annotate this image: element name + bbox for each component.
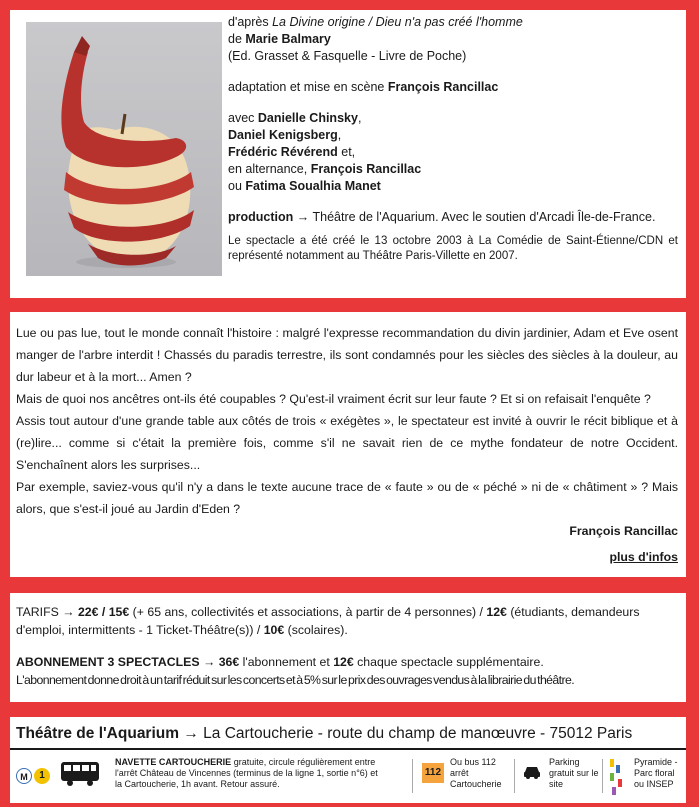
arrow-right-icon: →	[296, 210, 310, 224]
address-text: La Cartoucherie - route du champ de manœuvre - 75012 Paris	[198, 725, 633, 742]
actor-3: Frédéric Révérend	[228, 145, 338, 159]
synopsis-paragraph: Par exemple, saviez-vous qu'il n'y a dans le texte aucune trace de « faute » ou de « péché » ni de « châtiment » ? Mais alors, que s'est-il joué au Jardin d'Eden ?	[16, 480, 678, 516]
car-icon	[523, 763, 541, 781]
ou-text: ou	[228, 179, 246, 193]
signature: François Rancillac	[569, 524, 678, 538]
price-10: 10€	[263, 623, 288, 637]
extra-show-text: chaque spectacle supplémentaire.	[357, 655, 544, 669]
extra-show-price: 12€	[333, 655, 358, 669]
synopsis-body	[16, 322, 678, 568]
actor-1: Danielle Chinsky	[257, 111, 358, 125]
bus-112-badge: 112	[422, 763, 444, 783]
actor-4: François Rancillac	[310, 162, 422, 176]
divider	[10, 748, 686, 750]
arrow-right-icon: →	[183, 725, 199, 742]
production-text: Théâtre de l'Aquarium. Avec le soutien d'Arcadi Île-de-France.	[309, 210, 656, 224]
prices-body	[16, 603, 680, 689]
production-panel	[10, 10, 686, 298]
price-12: 12€	[486, 605, 511, 619]
metro-icon: M	[16, 768, 32, 784]
creation-note: Le spectacle a été créé le 13 octobre 2003 à La Comédie de Saint-Étienne/CDN et représenté notamment au Théâtre Paris-Villette en 2007.	[228, 235, 678, 262]
subscription-benefits: L'abonnement donne droit à un tarif réduit sur les concerts et à 5% sur le prix des ouvrages vendus à la librairie du théâtre.	[16, 673, 575, 687]
subscription-price: 36€	[215, 655, 243, 669]
book-title: La Divine origine / Dieu n'a pas créé l'homme	[272, 15, 523, 29]
shuttle-text: gratuite, circule régulièrement entre l'arrêt Château de Vincennes (terminus de la ligne 1, sortie n°6) et la Cartoucherie, 1h avant. Retour assuré.	[115, 757, 378, 789]
after-prefix: d'après	[228, 15, 273, 29]
shuttle-label: NAVETTE CARTOUCHERIE	[115, 757, 232, 767]
director-name: François Rancillac	[387, 80, 499, 94]
synopsis-panel	[10, 312, 686, 577]
pyramide-info: Pyramide - Parc floral ou INSEP	[634, 757, 678, 789]
arrow-right-icon: →	[62, 605, 75, 619]
subscription-text: l'abonnement et	[242, 655, 334, 669]
publisher: (Ed. Grasset & Fasquelle - Livre de Poche)	[228, 49, 467, 63]
alternance-text: en alternance,	[228, 162, 311, 176]
price-12-detail: (étudiants, demandeurs d'emploi, intermittents - 1 Ticket-Théâtre(s)) /	[16, 605, 640, 637]
tarifs-label: TARIFS	[16, 605, 59, 619]
bus-info: Ou bus 112 arrêt Cartoucherie	[450, 757, 502, 789]
subscription-label: ABONNEMENT 3 SPECTACLES	[16, 655, 200, 669]
et-text: et,	[337, 145, 356, 159]
divider	[514, 759, 515, 793]
synopsis-paragraph: Mais de quoi nos ancêtres ont-ils été coupables ? Qu'est-il vraiment écrit sur leur faute ? Et si on refaisait l'enquête ?	[16, 392, 651, 406]
actor-2: Daniel Kenigsberg	[228, 128, 338, 142]
de-text: de	[228, 32, 246, 46]
divider	[602, 759, 603, 793]
access-icons	[14, 755, 682, 801]
shuttle-info	[115, 757, 385, 790]
author-name: Marie Balmary	[245, 32, 331, 46]
adaptation-label: adaptation et mise en scène	[228, 80, 388, 94]
prices-panel	[10, 593, 686, 702]
more-info-link[interactable]: plus d'infos	[609, 550, 678, 564]
metro-line-badge: 1	[34, 768, 50, 784]
production-label: production	[228, 210, 294, 224]
peeled-apple-image	[26, 22, 222, 276]
price-main: 22€ / 15€	[74, 605, 133, 619]
with-text: avec	[228, 111, 258, 125]
theatre-address	[16, 725, 632, 743]
access-panel	[10, 717, 686, 803]
pyramide-icon	[608, 757, 630, 799]
divider	[412, 759, 413, 793]
shuttle-bus-icon	[60, 761, 100, 787]
synopsis-paragraph: Lue ou pas lue, tout le monde connaît l'histoire : malgré l'expresse recommandation du divin jardinier, Adam et Eve osent manger de l'arbre interdit ! Chassés du paradis terrestre, ils sont condamnés pour les siècles des siècles à la douleur, au dur labeur et à la mort... Amen ?	[16, 326, 678, 384]
credits-block: d'après La Divine origine / Dieu n'a pas créé l'homme de Marie Balmary (Ed. Grasset & Fasquelle - Livre de Poche) adaptation et mise en scène François Rancillac avec Danielle Chinsky, Daniel Kenigsberg, Frédéric Révérend et, en alternance, François Rancillac ou Fatima Soualhia Manet production → Théâtre de l'Aquarium. Avec le soutien d'Arcadi Île-de-France. Le spectacle a été créé le 13 octobre 2003 à La Comédie de Saint-Étienne/CDN et représenté notamment au Théâtre Paris-Villette en 2007.	[228, 15, 678, 262]
price-main-detail: (+ 65 ans, collectivités et associations, à partir de 4 personnes) /	[132, 605, 487, 619]
synopsis-paragraph: Assis tout autour d'une grande table aux côtés de trois « exégètes », le spectateur est invité à ouvrir le récit biblique et à (re)lire... comme si c'était la première fois, comme s'il ne savait rien de ce mythe fondateur de notre Occident. S'enchaînent alors les surprises...	[16, 414, 678, 472]
arrow-right-icon: →	[202, 655, 216, 669]
actor-5: Fatima Soualhia Manet	[245, 179, 381, 193]
price-10-detail: (scolaires).	[287, 623, 348, 637]
parking-info: Parking gratuit sur le site	[549, 757, 599, 789]
theatre-name: Théâtre de l'Aquarium	[16, 725, 180, 742]
